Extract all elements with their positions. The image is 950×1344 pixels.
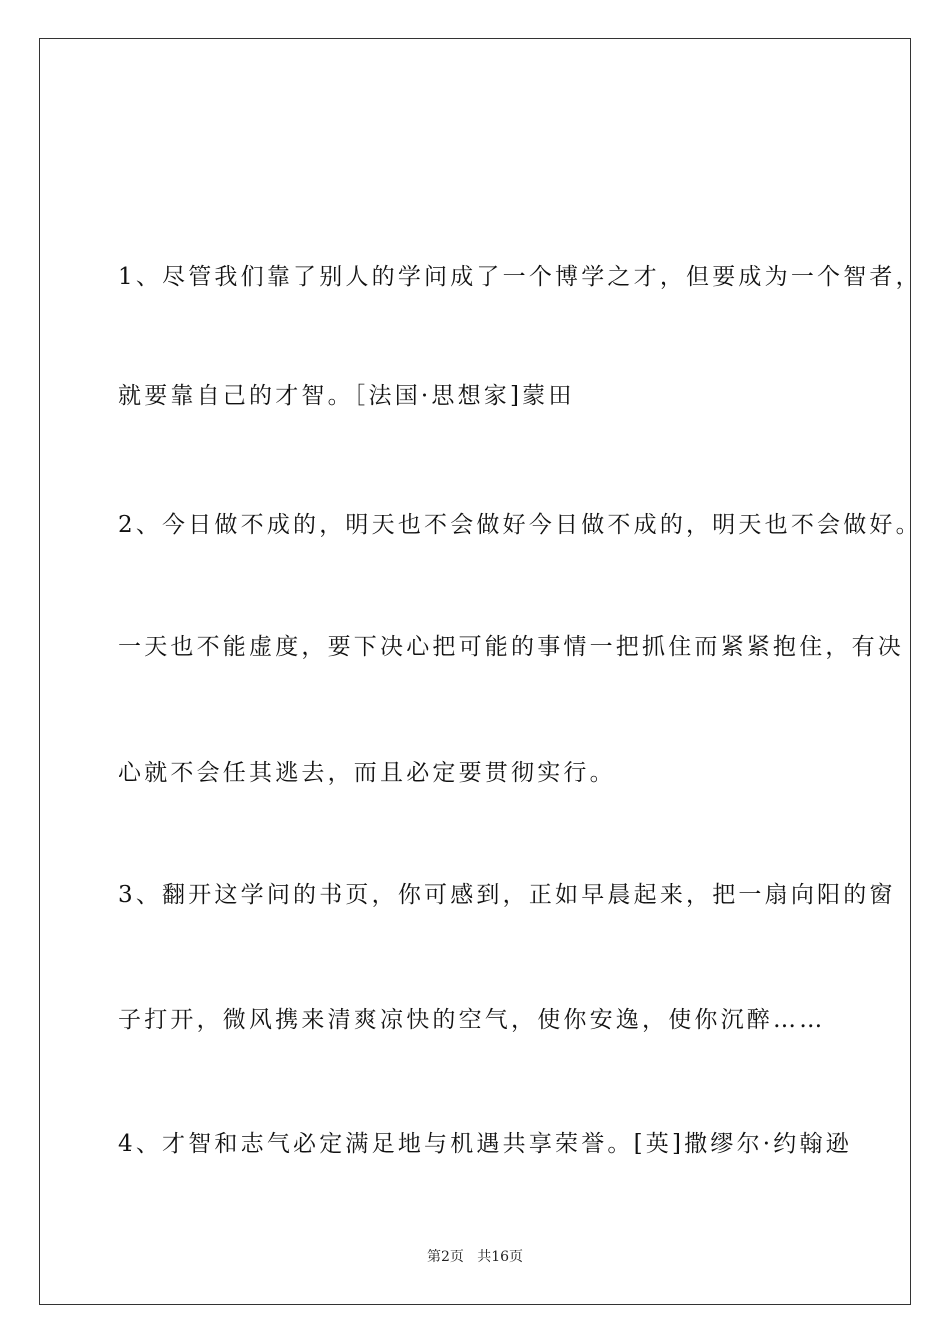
page-border — [39, 38, 911, 1305]
text-line-7: 子打开，微风携来清爽凉快的空气，使你安逸，使你沉醉…… — [118, 1007, 826, 1033]
text-line-4: 一天也不能虚度，要下决心把可能的事情一把抓住而紧紧抱住，有决 — [118, 634, 904, 660]
text-line-1: 1、尽管我们靠了别人的学问成了一个博学之才，但要成为一个智者， — [118, 264, 922, 290]
text-line-6: 3、翻开这学问的书页，你可感到，正如早晨起来，把一扇向阳的窗 — [118, 882, 896, 908]
text-line-2: 就要靠自己的才智。［法国·思想家]蒙田 — [118, 383, 575, 409]
text-line-8: 4、才智和志气必定满足地与机遇共享荣誉。[英]撒缪尔·约翰逊 — [118, 1131, 852, 1157]
text-line-3: 2、今日做不成的，明天也不会做好今日做不成的，明天也不会做好。 — [118, 512, 922, 538]
text-line-5: 心就不会任其逃去，而且必定要贯彻实行。 — [118, 760, 616, 786]
page-footer: 第2页 共16页 — [426, 1249, 524, 1265]
